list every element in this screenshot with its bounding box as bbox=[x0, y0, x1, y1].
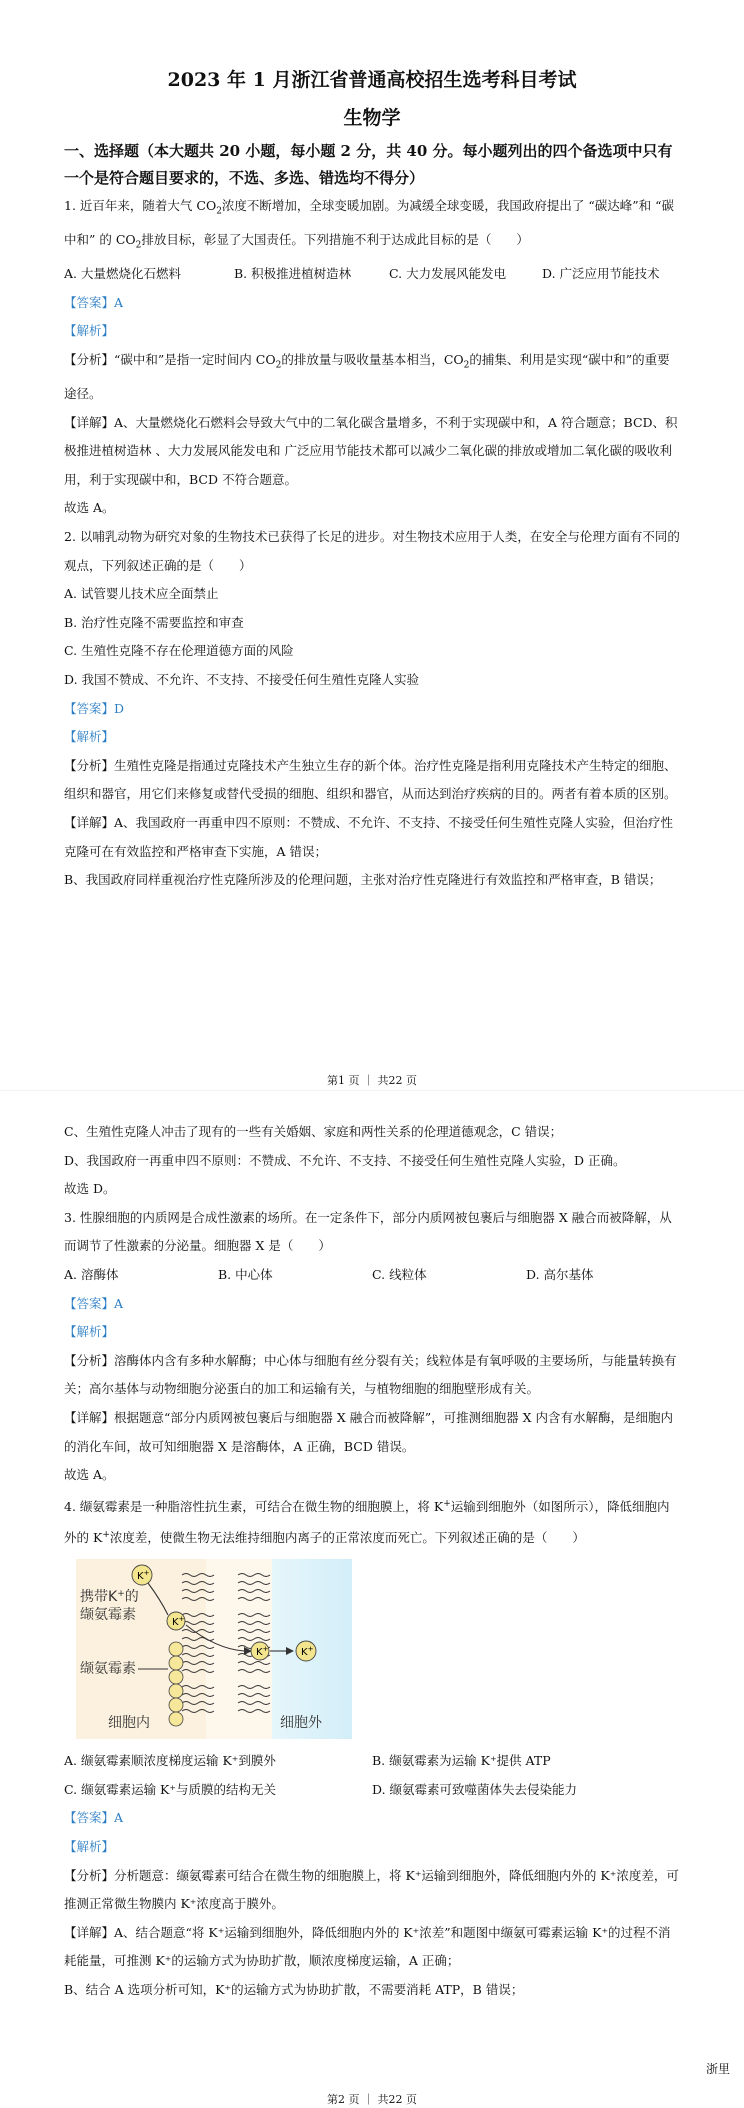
k-ion-label-carrier: K+ bbox=[172, 1615, 185, 1629]
q2-option-c: C. 生殖性克隆不存在伦理道德方面的风险 bbox=[64, 643, 294, 659]
q4-jiexi-label: 【解析】 bbox=[64, 1839, 115, 1854]
label-cell-inside: 细胞内 bbox=[108, 1715, 150, 1732]
q2-answer: 【答案】D bbox=[64, 700, 125, 716]
question-3 bbox=[64, 1204, 680, 1490]
q2-option-a: A. 试管婴儿技术应全面禁止 bbox=[64, 586, 219, 602]
q4-option-a: A. 缬氨霉素顺浓度梯度运输 K⁺到膜外 bbox=[64, 1753, 276, 1769]
page-footer-1: 第1 页 ｜ 共22 页 bbox=[327, 1074, 417, 1087]
q2-analysis: 【分析】生殖性克隆是指通过克隆技术产生独立生存的新个体。治疗性克隆是指利用克隆技术产生特定的细胞、组织和器官，用它们来修复或替代受损的细胞、组织和器官，从而达到治疗疾病的目的。两者有着本质的区别。 bbox=[64, 757, 677, 802]
q3-answer: 【答案】A bbox=[64, 1295, 124, 1311]
q3-analysis: 【分析】溶酶体内含有多种水解酶；中心体与细胞有丝分裂有关；线粒体是有氧呼吸的主要场所，与能量转换有关；高尔基体与动物细胞分泌蛋白的加工和运输有关，与植物细胞的细胞壁形成有关。 bbox=[64, 1352, 677, 1397]
q1-conclusion: 故选 A。 bbox=[64, 500, 115, 516]
q2-conclusion: 故选 D。 bbox=[64, 1181, 116, 1197]
q4-analysis: 【分析】分析题意：缬氨霉素可结合在微生物的细胞膜上，将 K⁺运输到细胞外，降低细胞内外的 K⁺浓度差，可推测正常微生物膜内 K⁺浓度高于膜外。 bbox=[64, 1867, 679, 1912]
label-valinomycin: 缬氨霉素 bbox=[80, 1661, 136, 1678]
q3-conclusion: 故选 A。 bbox=[64, 1467, 115, 1483]
q3-jiexi-label: 【解析】 bbox=[64, 1324, 115, 1340]
carrier-complex-left bbox=[167, 1612, 185, 1630]
question-4 bbox=[64, 1490, 680, 2005]
q3-stem: 3. 性腺细胞的内质网是合成性激素的场所。在一定条件下，部分内质网被包裹后与细胞器 X 融合而被降解，从而调节了性激素的分泌量。细胞器 X 是（ ） bbox=[64, 1209, 672, 1254]
q1-options bbox=[64, 260, 680, 289]
k-ion-top bbox=[132, 1565, 152, 1585]
q2-option-b: B. 治疗性克隆不需要监控和审查 bbox=[64, 614, 244, 630]
q1-option-a: A. 大量燃烧化石燃料 bbox=[64, 266, 181, 282]
q4-options-row2 bbox=[64, 1776, 680, 1805]
q3-option-c: C. 线粒体 bbox=[372, 1266, 427, 1282]
k-ion-outside bbox=[296, 1641, 316, 1661]
q1-option-d: D. 广泛应用节能技术 bbox=[542, 266, 660, 282]
q1-jiexi-label: 【解析】 bbox=[64, 323, 115, 339]
q3-options bbox=[64, 1261, 680, 1290]
q1-stem: 1. 近百年来，随着大气 $CO_2$浓度不断增加，全球变暖加剧。为减缓全球变暖，我国政府提出了 “碳达峰”和 “碳中和” 的 $CO_2$排放目标，彰显了大国责任。下列措施不利于达成此目标的是（ ） bbox=[64, 198, 675, 251]
q4-option-d: D. 缬氨霉素可致噬菌体失去侵染能力 bbox=[372, 1781, 578, 1797]
q2-detail-a: 【详解】A、我国政府一再重申四不原则：不赞成、不允许、不支持、不接受任何生殖性克隆人实验，但治疗性克隆可在有效监控和严格审查下实施，A 错误； bbox=[64, 814, 674, 859]
q2-jiexi-label: 【解析】 bbox=[64, 729, 115, 745]
q2-detail-b: B、我国政府同样重视治疗性克隆所涉及的伦理问题，主张对治疗性克隆进行有效监控和严格审查，B 错误； bbox=[64, 872, 662, 888]
k-ion-label-outside: K+ bbox=[301, 1645, 314, 1659]
carrier-complex-right bbox=[251, 1642, 269, 1660]
watermark: 浙里 bbox=[705, 2062, 730, 2076]
q2-detail-c: C、生殖性克隆人冲击了现有的一些有关婚姻、家庭和两性关系的伦理道德观念，C 错误； bbox=[64, 1124, 563, 1139]
q1-analysis: 【分析】“碳中和”是指一定时间内 $CO_2$的排放量与吸收量基本相当，$CO_2$的捕集、利用是实现“碳中和”的重要途径。 bbox=[64, 351, 670, 402]
q3-option-b: B. 中心体 bbox=[218, 1266, 273, 1282]
q4-option-b: B. 缬氨霉素为运输 K⁺提供 ATP bbox=[372, 1753, 551, 1769]
label-carrier-valinomycin-line2: 缬氨霉素 bbox=[80, 1607, 136, 1624]
question-1 bbox=[64, 192, 680, 523]
q4-options-row1 bbox=[64, 1747, 680, 1776]
q4-stem: 4. 缬氨霉素是一种脂溶性抗生素，可结合在微生物的细胞膜上，将 K+运输到细胞外（如图所示），降低细胞内外的 K+浓度差，使微生物无法维持细胞内离子的正常浓度而死亡。下列叙述正确的是（ ） bbox=[64, 1498, 670, 1546]
q2-stem: 2. 以哺乳动物为研究对象的生物技术已获得了长足的进步。对生物技术应用于人类，在安全与伦理方面有不同的观点，下列叙述正确的是（ ） bbox=[64, 529, 680, 573]
q1-answer: 【答案】A bbox=[64, 294, 124, 310]
page-2 bbox=[0, 1090, 744, 2104]
q4-option-c: C. 缬氨霉素运输 K⁺与质膜的结构无关 bbox=[64, 1781, 276, 1797]
valinomycin-diagram bbox=[76, 1559, 352, 1739]
q2-detail-d: D、我国政府一再重申四不原则：不赞成、不允许、不支持、不接受任何生殖性克隆人实验，D 正确。 bbox=[64, 1152, 626, 1168]
q1-option-b: B. 积极推进植树造林 bbox=[234, 266, 352, 282]
q3-option-a: A. 溶酶体 bbox=[64, 1266, 119, 1282]
exam-subject: 生物学 bbox=[343, 107, 401, 129]
label-cell-outside: 细胞外 bbox=[280, 1715, 322, 1732]
exam-title: 2023 年 1 月浙江省普通高校招生选考科目考试 bbox=[167, 69, 577, 91]
q2-option-d: D. 我国不赞成、不允许、不支持、不接受任何生殖性克隆人实验 bbox=[64, 672, 420, 687]
q3-detail: 【详解】根据题意“部分内质网被包裹后与细胞器 X 融合而被降解”，可推测细胞器 X 内含有水解酶，是细胞内的消化车间，故可知细胞器 X 是溶酶体，A 正确，BCD 错误。 bbox=[64, 1409, 673, 1454]
k-ion-label-right: K+ bbox=[256, 1645, 269, 1659]
membrane-figure bbox=[76, 1559, 352, 1739]
q1-detail: 【详解】A、大量燃烧化石燃料会导致大气中的二氧化碳含量增多，不利于实现碳中和，A 符合题意；BCD、积极推进植树造林 、大力发展风能发电和 广泛应用节能技术都可以减少二氧化碳的排放或增加二氧化碳的吸收利用，利于实现碳中和，BCD 不符合题意。 bbox=[64, 414, 678, 487]
question-2 bbox=[64, 523, 680, 895]
k-ion-label-top: K+ bbox=[137, 1569, 150, 1583]
q1-option-c: C. 大力发展风能发电 bbox=[389, 266, 507, 282]
page-footer-2: 第2 页 ｜ 共22 页 bbox=[327, 2093, 417, 2106]
q4-answer: 【答案】A bbox=[64, 1810, 124, 1826]
q3-option-d: D. 高尔基体 bbox=[526, 1266, 594, 1282]
cell-inside-region bbox=[76, 1559, 206, 1739]
q4-detail-a: 【详解】A、结合题意“将 K⁺运输到细胞外，降低细胞内外的 K⁺浓差”和题图中缬氨可霉素运输 K⁺的过程不消耗能量，可推测 K⁺的运输方式为协助扩散，顺浓度梯度运输，A 正确； bbox=[64, 1924, 671, 1969]
q4-detail-b: B、结合 A 选项分析可知，K⁺的运输方式为协助扩散，不需要消耗 ATP，B 错误； bbox=[64, 1981, 524, 1997]
section-heading: 一、选择题（本大题共 20 小题，每小题 2 分，共 40 分。每小题列出的四个备选项中只有一个是符合题目要求的，不选、多选、错选均不得分） bbox=[64, 142, 673, 187]
label-carrier-valinomycin-line1: 携带K+的 bbox=[80, 1589, 139, 1606]
